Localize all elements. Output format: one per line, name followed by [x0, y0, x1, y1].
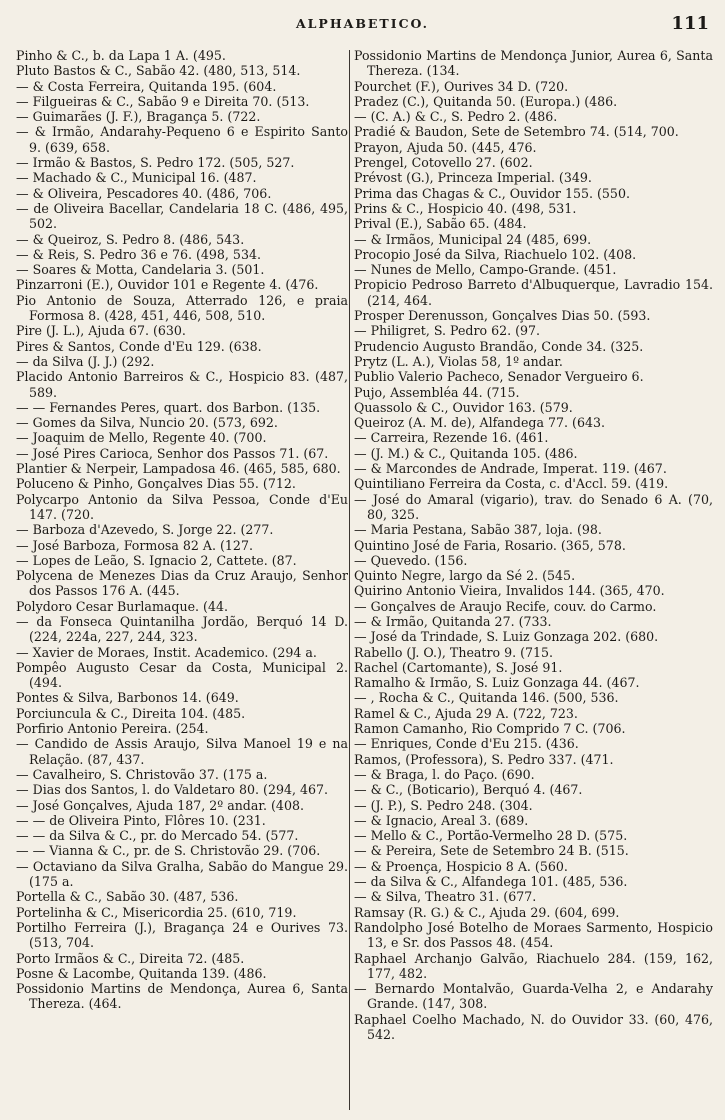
directory-entry: Pinho & C., b. da Lapa 1 A. (495.: [16, 48, 226, 63]
directory-entry: — da Silva & C., Alfandega 101. (485, 536.: [354, 874, 628, 890]
directory-entry: Portilho Ferreira (J.), Bragança 24 e Ourives 73. (513, 704.: [16, 919, 348, 951]
directory-entry: — Nunes de Mello, Campo-Grande. (451.: [354, 262, 617, 278]
directory-entry: Prosper Derenusson, Gonçalves Dias 50. (593.: [354, 308, 651, 324]
directory-entry: — & Silva, Theatro 31. (677.: [354, 889, 537, 905]
directory-entry: Propicio Pedroso Barreto d'Albuquerque, Lavradio 154. (214, 464.: [354, 277, 713, 308]
directory-entry: — (C. A.) & C., S. Pedro 2. (486.: [354, 109, 558, 125]
directory-entry: — José do Amaral (vigario), trav. do Senado 6 A. (70, 80, 325.: [354, 491, 713, 522]
directory-entry: — Lopes de Leão, S. Ignacio 2, Cattete. (87.: [16, 552, 297, 568]
directory-entry: Pluto Bastos & C., Sabão 42. (480, 513, 514.: [16, 63, 301, 79]
directory-entry: — & Pereira, Sete de Setembro 24 B. (515.: [354, 843, 629, 859]
directory-entry: — & Oliveira, Pescadores 40. (486, 706.: [16, 185, 272, 201]
directory-entry: Pires & Santos, Conde d'Eu 129. (638.: [16, 338, 262, 354]
directory-entry: Ramos, (Professora), S. Pedro 337. (471.: [354, 751, 614, 767]
directory-entry: — Dias dos Santos, l. do Valdetaro 80. (294, 467.: [16, 782, 329, 798]
directory-entry: — Irmão & Bastos, S. Pedro 172. (505, 527.: [16, 155, 295, 171]
page-number: 111: [671, 13, 709, 34]
directory-entry: — Quevedo. (156.: [354, 552, 468, 568]
directory-entry: — & Braga, l. do Paço. (690.: [354, 766, 535, 782]
directory-entry: Polycena de Menezes Dias da Cruz Araujo, Senhor dos Passos 176 A. (445.: [16, 568, 348, 599]
directory-entry: Raphael Archanjo Galvão, Riachuelo 284. (159, 162, 177, 482.: [354, 950, 713, 981]
directory-entry: Pio Antonio de Souza, Atterrado 126, e praia Formosa 8. (428, 451, 446, 508, 510.: [16, 292, 348, 324]
directory-entry: — da Fonseca Quintanilha Jordão, Berquó 14 D. (224, 224a, 227, 244, 323.: [16, 613, 348, 645]
directory-entry: Prévost (G.), Princeza Imperial. (349.: [354, 170, 592, 186]
directory-entry: Ramon Camanho, Rio Comprido 7 C. (706.: [354, 721, 626, 737]
directory-entry: Pinzarroni (E.), Ouvidor 101 e Regente 4. (476.: [16, 277, 319, 293]
directory-entry: — Xavier de Moraes, Instit. Academico. (294 a.: [16, 644, 317, 660]
directory-entry: — Joaquim de Mello, Regente 40. (700.: [16, 430, 267, 446]
right-column: [354, 48, 713, 1110]
columns-container: [8, 48, 717, 1110]
directory-entry: Placido Antonio Barreiros & C., Hospicio 83. (487, 589.: [16, 369, 348, 400]
directory-entry: Rabello (J. O.), Theatro 9. (715.: [354, 644, 554, 660]
directory-entry: — (J. P.), S. Pedro 248. (304.: [354, 797, 533, 813]
directory-entry: — — da Silva & C., pr. do Mercado 54. (577.: [16, 828, 299, 844]
directory-entry: — José da Trindade, S. Luiz Gonzaga 202. (680.: [354, 629, 659, 645]
left-column: [16, 48, 348, 1110]
directory-entry: Possidonio Martins de Mendonça, Aurea 6, Santa Thereza. (464.: [16, 981, 348, 1012]
directory-entry: Quirino Antonio Vieira, Invalidos 144. (365, 470.: [354, 583, 665, 599]
directory-entry: Queiroz (A. M. de), Alfandega 77. (643.: [354, 415, 605, 431]
directory-entry: Publio Valerio Pacheco, Senador Vergueiro 6.: [354, 369, 644, 385]
directory-entry: — Mello & C., Portão-Vermelho 28 D. (575.: [354, 828, 628, 844]
directory-entry: Prival (E.), Sabão 65. (484.: [354, 216, 527, 232]
directory-entry: — & Proença, Hospicio 8 A. (560.: [354, 858, 568, 874]
directory-entry: Pradié & Baudon, Sete de Setembro 74. (514, 700.: [354, 124, 679, 140]
directory-entry: — Machado & C., Municipal 16. (487.: [16, 170, 257, 186]
directory-entry: — Soares & Motta, Candelaria 3. (501.: [16, 262, 265, 278]
directory-entry: Porfirio Antonio Pereira. (254.: [16, 721, 209, 737]
directory-entry: Portella & C., Sabão 30. (487, 536.: [16, 889, 239, 905]
directory-entry: — Gonçalves de Araujo Recife, couv. do Carmo.: [354, 598, 657, 614]
directory-entry: — & Costa Ferreira, Quitanda 195. (604.: [16, 78, 277, 94]
directory-entry: Ramalho & Irmão, S. Luiz Gonzaga 44. (467.: [354, 675, 640, 691]
directory-entry: Pujo, Assembléa 44. (715.: [354, 384, 520, 400]
directory-entry: — Gomes da Silva, Nuncio 20. (573, 692.: [16, 415, 278, 431]
directory-entry: Prudencio Augusto Brandão, Conde 34. (325.: [354, 338, 644, 354]
directory-entry: Polycarpo Antonio da Silva Pessoa, Conde d'Eu 147. (720.: [16, 491, 348, 522]
directory-entry: — Filgueiras & C., Sabão 9 e Direita 70. (513.: [16, 93, 310, 109]
directory-entry: Poluceno & Pinho, Gonçalves Dias 55. (712.: [16, 476, 296, 492]
directory-entry: — Enriques, Conde d'Eu 215. (436.: [354, 736, 579, 752]
directory-entry: Raphael Coelho Machado, N. do Ouvidor 33. (60, 476, 542.: [354, 1011, 713, 1042]
directory-entry: — de Oliveira Bacellar, Candelaria 18 C. (486, 495, 502.: [16, 200, 348, 232]
directory-entry: Ramel & C., Ajuda 29 A. (722, 723.: [354, 705, 578, 721]
directory-entry: Porto Irmãos & C., Direita 72. (485.: [16, 950, 245, 966]
directory-entry: — Barboza d'Azevedo, S. Jorge 22. (277.: [16, 522, 274, 538]
directory-entry: — & Marcondes de Andrade, Imperat. 119. (467.: [354, 461, 667, 477]
directory-entry: Quintiliano Ferreira da Costa, c. d'Accl. 59. (419.: [354, 476, 669, 492]
directory-entry: Prins & C., Hospicio 40. (498, 531.: [354, 200, 577, 216]
directory-entry: — José Barboza, Formosa 82 A. (127.: [16, 537, 253, 553]
directory-entry: — & Reis, S. Pedro 36 e 76. (498, 534.: [16, 246, 261, 262]
directory-entry: Quintino José de Faria, Rosario. (365, 578.: [354, 537, 626, 553]
directory-entry: Prayon, Ajuda 50. (445, 476.: [354, 139, 537, 155]
directory-entry: — — de Oliveira Pinto, Flôres 10. (231.: [16, 812, 266, 828]
directory-entry: Polydoro Cesar Burlamaque. (44.: [16, 598, 228, 614]
directory-entry: Porciuncula & C., Direita 104. (485.: [16, 705, 246, 721]
directory-entry: Portelinha & C., Misericordia 25. (610, 719.: [16, 904, 297, 920]
directory-entry: — Philigret, S. Pedro 62. (97.: [354, 323, 541, 339]
directory-entry: Possidonio Martins de Mendonça Junior, Aurea 6, Santa Thereza. (134.: [354, 48, 713, 79]
directory-entry: — & C., (Boticario), Berquó 4. (467.: [354, 782, 583, 798]
directory-entry: Pompêo Augusto Cesar da Costa, Municipal 2. (494.: [16, 659, 348, 691]
directory-entry: — — Vianna & C., pr. de S. Christovão 29. (706.: [16, 843, 321, 859]
directory-entry: — — Fernandes Peres, quart. dos Barbon. (135.: [16, 399, 321, 415]
directory-entry: Pontes & Silva, Barbonos 14. (649.: [16, 690, 239, 706]
directory-entry: Quinto Negre, largo da Sé 2. (545.: [354, 568, 576, 584]
directory-entry: — & Queiroz, S. Pedro 8. (486, 543.: [16, 231, 245, 247]
directory-entry: Ramsay (R. G.) & C., Ajuda 29. (604, 699.: [354, 904, 620, 920]
directory-entry: Plantier & Nerpeir, Lampadosa 46. (465, 585, 680.: [16, 461, 341, 477]
directory-entry: Randolpho José Botelho de Moraes Sarmento, Hospicio 13, e Sr. dos Passos 48. (454.: [354, 919, 713, 951]
column-divider: [349, 50, 350, 1110]
directory-entry: Pourchet (F.), Ourives 34 D. (720.: [354, 78, 569, 94]
page-header: [0, 13, 725, 44]
directory-entry: — Maria Pestana, Sabão 387, loja. (98.: [354, 522, 602, 538]
directory-entry: — Candido de Assis Araujo, Silva Manoel 19 e na Relação. (87, 437.: [16, 736, 348, 767]
directory-entry: — Bernardo Montalvão, Guarda-Velha 2, e Andarahy Grande. (147, 308.: [354, 981, 713, 1012]
directory-entry: — Cavalheiro, S. Christovão 37. (175 a.: [16, 766, 268, 782]
directory-entry: — & Irmãos, Municipal 24 (485, 699.: [354, 231, 592, 247]
directory-entry: Prengel, Cotovello 27. (602.: [354, 155, 533, 171]
directory-entry: — Guimarães (J. F.), Bragança 5. (722.: [16, 109, 261, 125]
directory-entry: Pradez (C.), Quitanda 50. (Europa.) (486.: [354, 93, 618, 109]
directory-entry: — José Pires Carioca, Senhor dos Passos 71. (67.: [16, 445, 329, 461]
directory-entry: — & Irmão, Andarahy-Pequeno 6 e Espirito Santo 9. (639, 658.: [16, 124, 348, 155]
directory-entry: — Octaviano da Silva Gralha, Sabão do Mangue 29. (175 a.: [16, 858, 348, 890]
directory-entry: Prytz (L. A.), Violas 58, 1º andar.: [354, 353, 563, 369]
directory-entry: Prima das Chagas & C., Ouvidor 155. (550.: [354, 185, 630, 201]
directory-entry: — José Gonçalves, Ajuda 187, 2º andar. (408.: [16, 797, 304, 813]
directory-entry: Procopio José da Silva, Riachuelo 102. (408.: [354, 246, 637, 262]
directory-entry: Rachel (Cartomante), S. José 91.: [354, 659, 563, 675]
directory-entry: Posne & Lacombe, Quitanda 139. (486.: [16, 965, 267, 981]
directory-entry: — & Irmão, Quitanda 27. (733.: [354, 613, 552, 629]
directory-entry: — Carreira, Rezende 16. (461.: [354, 430, 549, 446]
directory-entry: Quassolo & C., Ouvidor 163. (579.: [354, 399, 573, 415]
directory-entry: — da Silva (J. J.) (292.: [16, 353, 155, 369]
directory-entry: — , Rocha & C., Quitanda 146. (500, 536.: [354, 690, 619, 706]
directory-entry: — (J. M.) & C., Quitanda 105. (486.: [354, 445, 578, 461]
directory-entry: Pire (J. L.), Ajuda 67. (630.: [16, 323, 186, 339]
directory-entry: — & Ignacio, Areal 3. (689.: [354, 812, 529, 828]
running-title: ALPHABETICO.: [295, 16, 430, 31]
